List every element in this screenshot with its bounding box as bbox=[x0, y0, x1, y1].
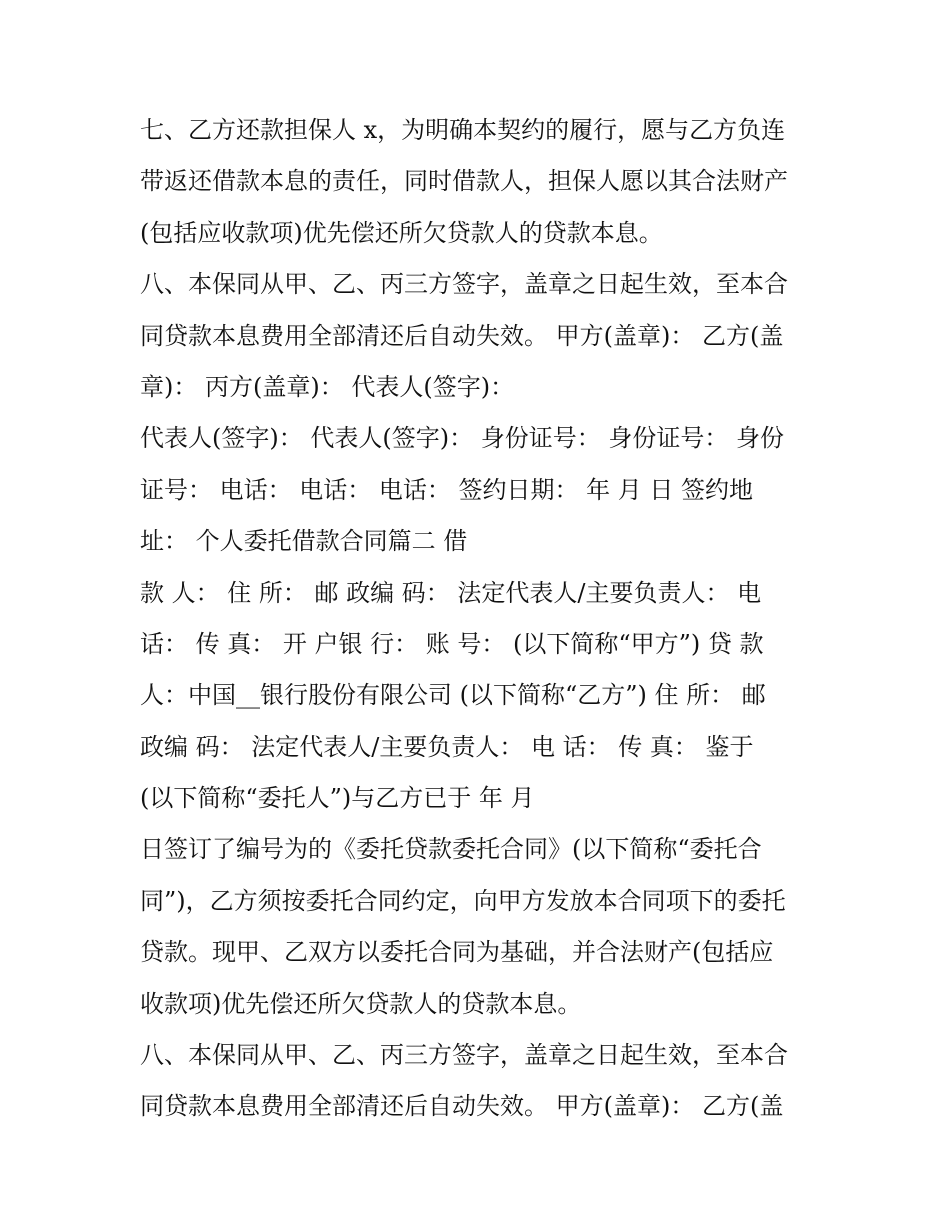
text-line: 带返还借款本息的责任，同时借款人，担保人愿以其合法财产 bbox=[140, 167, 788, 196]
text-line: 话： 传 真： 开 户银 行： 账 号： (以下简称“甲方”) 贷 款 bbox=[140, 629, 764, 658]
text-line: 贷款。现甲、乙双方以委托合同为基础，并合法财产(包括应 bbox=[140, 938, 774, 967]
text-line: 同贷款本息费用全部清还后自动失效。 甲方(盖章)： 乙方(盖 bbox=[140, 321, 784, 350]
text-line: 代表人(签字)： 代表人(签字)： 身份证号： 身份证号： 身份 bbox=[140, 424, 784, 453]
text-line: 七、乙方还款担保人 x，为明确本契约的履行，愿与乙方负连 bbox=[140, 116, 786, 144]
text-line: 址： 个人委托借款合同篇二 借 bbox=[140, 527, 468, 556]
text-line: 人：中国__银行股份有限公司 (以下简称“乙方”) 住 所： 邮 bbox=[140, 681, 766, 710]
text-line: (以下简称“委托人”)与乙方已于 年 月 bbox=[140, 784, 535, 813]
text-line: 日签订了编号为的《委托贷款委托合同》(以下简称“委托合 bbox=[140, 835, 762, 864]
text-line: 同”)，乙方须按委托合同约定，向甲方发放本合同项下的委托 bbox=[140, 886, 786, 915]
text-line: 款 人： 住 所： 邮 政编 码： 法定代表人/主要负责人： 电 bbox=[140, 578, 762, 607]
text-line: 八、本保同从甲、乙、丙三方签字，盖章之日起生效，至本合 bbox=[140, 270, 788, 299]
document-body bbox=[140, 105, 820, 1133]
text-line: 证号： 电话： 电话： 电话： 签约日期： 年 月 日 签约地 bbox=[140, 475, 754, 504]
text-line: 章)： 丙方(盖章)： 代表人(签字)： bbox=[140, 372, 515, 401]
text-line: 收款项)优先偿还所欠贷款人的贷款本息。 bbox=[140, 989, 582, 1018]
text-line: 同贷款本息费用全部清还后自动失效。 甲方(盖章)： 乙方(盖 bbox=[140, 1092, 784, 1121]
text-line: (包括应收款项)优先偿还所欠贷款人的贷款本息。 bbox=[140, 218, 663, 247]
text-line: 八、本保同从甲、乙、丙三方签字，盖章之日起生效，至本合 bbox=[140, 1041, 788, 1070]
text-line: 政编 码： 法定代表人/主要负责人： 电 话： 传 真： 鉴于 bbox=[140, 732, 754, 761]
